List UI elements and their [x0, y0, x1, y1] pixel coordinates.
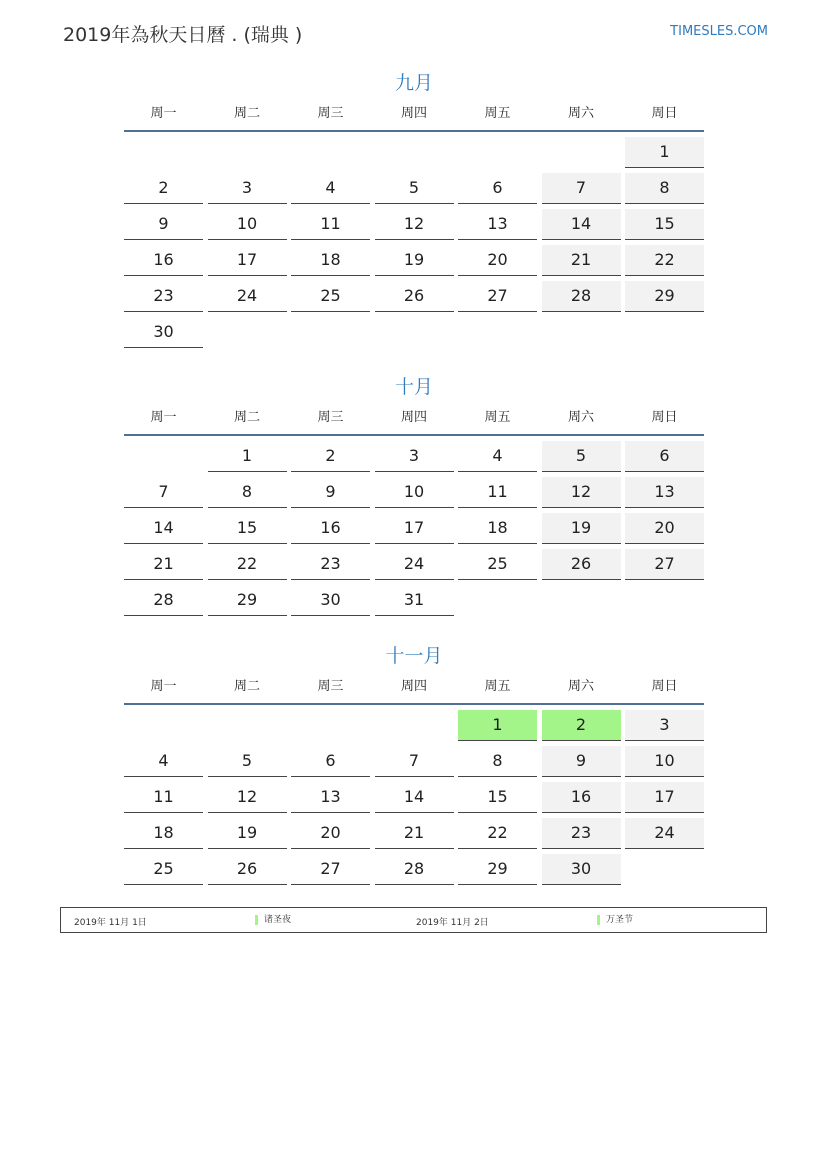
- day-cell: 5: [375, 173, 454, 204]
- empty-cell: [542, 137, 621, 167]
- day-cell: 4: [124, 746, 203, 777]
- day-cell: 18: [124, 818, 203, 849]
- day-cell: 26: [375, 281, 454, 312]
- empty-cell: [124, 137, 203, 167]
- day-cell: 15: [208, 513, 287, 544]
- day-cell: 26: [542, 549, 621, 580]
- day-cell: 20: [625, 513, 704, 544]
- day-cell: 23: [542, 818, 621, 849]
- month-title: 十月: [394, 376, 433, 398]
- month-title: 十一月: [385, 645, 443, 667]
- day-cell: 25: [124, 854, 203, 885]
- day-cell: 31: [375, 585, 454, 616]
- day-cell: 5: [542, 441, 621, 472]
- day-cell: 17: [625, 782, 704, 813]
- weekday-label: 周五: [484, 679, 511, 694]
- day-cell: 21: [542, 245, 621, 276]
- day-cell: 16: [542, 782, 621, 813]
- day-cell: 22: [625, 245, 704, 276]
- page-title: 2019年為秋天日曆 . (瑞典 ): [63, 24, 303, 46]
- day-cell: 3: [375, 441, 454, 472]
- day-cell: 11: [124, 782, 203, 813]
- day-cell: 8: [208, 477, 287, 508]
- weekday-label: 周四: [400, 106, 427, 121]
- weekday-label: 周六: [567, 106, 594, 121]
- day-cell: 10: [375, 477, 454, 508]
- day-cell: 21: [375, 818, 454, 849]
- day-cell: 13: [458, 209, 537, 240]
- day-cell: 4: [291, 173, 370, 204]
- day-cell: 20: [291, 818, 370, 849]
- day-cell: 26: [208, 854, 287, 885]
- day-cell: 25: [291, 281, 370, 312]
- weekday-label: 周三: [317, 679, 344, 694]
- weekday-label: 周日: [651, 410, 678, 425]
- day-cell: 16: [124, 245, 203, 276]
- day-cell: 9: [542, 746, 621, 777]
- weekday-label: 周日: [651, 106, 678, 121]
- day-cell: 15: [458, 782, 537, 813]
- day-cell: 12: [542, 477, 621, 508]
- day-cell: 23: [291, 549, 370, 580]
- day-cell: 6: [625, 441, 704, 472]
- day-cell: 7: [124, 477, 203, 508]
- day-cell: 30: [542, 854, 621, 885]
- day-cell: 18: [458, 513, 537, 544]
- day-cell: 2: [124, 173, 203, 204]
- month-november: [124, 641, 704, 885]
- weekday-label: 周六: [567, 679, 594, 694]
- day-cell: 17: [375, 513, 454, 544]
- day-cell: 28: [542, 281, 621, 312]
- day-cell: 14: [542, 209, 621, 240]
- day-cell: 13: [625, 477, 704, 508]
- day-cell: 16: [291, 513, 370, 544]
- day-cell: 29: [625, 281, 704, 312]
- weekday-label: 周六: [567, 410, 594, 425]
- day-cell: 10: [625, 746, 704, 777]
- day-cell: 15: [625, 209, 704, 240]
- day-cell: 6: [458, 173, 537, 204]
- site-link[interactable]: TIMESLES.COM: [670, 24, 768, 39]
- day-cell: 12: [208, 782, 287, 813]
- weekday-label: 周四: [400, 410, 427, 425]
- month-title: 九月: [394, 72, 433, 94]
- day-cell: 1: [625, 137, 704, 168]
- day-cell: 11: [458, 477, 537, 508]
- day-grid: [124, 441, 704, 616]
- empty-cell: [291, 137, 370, 167]
- day-cell: 21: [124, 549, 203, 580]
- day-cell: 18: [291, 245, 370, 276]
- empty-cell: [375, 710, 454, 740]
- day-cell: 30: [291, 585, 370, 616]
- day-cell: 20: [458, 245, 537, 276]
- day-cell: 8: [458, 746, 537, 777]
- weekday-label: 周一: [150, 679, 177, 694]
- empty-cell: [124, 441, 203, 471]
- day-cell: 1: [458, 710, 537, 741]
- day-cell: 10: [208, 209, 287, 240]
- day-cell: 2: [542, 710, 621, 741]
- day-cell: 30: [124, 317, 203, 348]
- weekday-label: 周三: [317, 410, 344, 425]
- holiday-legend: [60, 907, 767, 933]
- day-cell: 19: [542, 513, 621, 544]
- weekday-header: [124, 106, 704, 132]
- empty-cell: [208, 710, 287, 740]
- weekday-label: 周二: [233, 410, 260, 425]
- day-cell: 1: [208, 441, 287, 472]
- weekday-label: 周一: [150, 106, 177, 121]
- month-october: [124, 372, 704, 616]
- day-cell: 14: [375, 782, 454, 813]
- day-cell: 4: [458, 441, 537, 472]
- day-cell: 7: [375, 746, 454, 777]
- weekday-header: [124, 410, 704, 436]
- weekday-label: 周二: [233, 106, 260, 121]
- day-cell: 29: [458, 854, 537, 885]
- weekday-label: 周三: [317, 106, 344, 121]
- day-cell: 25: [458, 549, 537, 580]
- weekday-label: 周二: [233, 679, 260, 694]
- day-cell: 17: [208, 245, 287, 276]
- day-cell: 7: [542, 173, 621, 204]
- day-cell: 12: [375, 209, 454, 240]
- day-cell: 19: [375, 245, 454, 276]
- legend-holiday-name: 万圣节: [597, 915, 633, 925]
- day-cell: 27: [458, 281, 537, 312]
- weekday-header: [124, 679, 704, 705]
- legend-date: 2019年 11月 1日: [74, 918, 147, 928]
- day-cell: 27: [291, 854, 370, 885]
- empty-cell: [375, 137, 454, 167]
- day-cell: 3: [208, 173, 287, 204]
- day-cell: 14: [124, 513, 203, 544]
- day-cell: 11: [291, 209, 370, 240]
- day-cell: 19: [208, 818, 287, 849]
- day-cell: 8: [625, 173, 704, 204]
- weekday-label: 周一: [150, 410, 177, 425]
- day-cell: 29: [208, 585, 287, 616]
- month-september: [124, 68, 704, 348]
- weekday-label: 周五: [484, 106, 511, 121]
- weekday-label: 周日: [651, 679, 678, 694]
- empty-cell: [458, 137, 537, 167]
- weekday-label: 周四: [400, 679, 427, 694]
- day-grid: [124, 710, 704, 885]
- day-cell: 9: [291, 477, 370, 508]
- day-cell: 22: [208, 549, 287, 580]
- day-cell: 28: [375, 854, 454, 885]
- day-cell: 5: [208, 746, 287, 777]
- empty-cell: [208, 137, 287, 167]
- legend-date: 2019年 11月 2日: [416, 918, 489, 928]
- day-cell: 13: [291, 782, 370, 813]
- day-cell: 23: [124, 281, 203, 312]
- empty-cell: [124, 710, 203, 740]
- day-cell: 28: [124, 585, 203, 616]
- day-cell: 22: [458, 818, 537, 849]
- empty-cell: [291, 710, 370, 740]
- day-cell: 9: [124, 209, 203, 240]
- day-cell: 27: [625, 549, 704, 580]
- day-grid: [124, 137, 704, 348]
- day-cell: 24: [625, 818, 704, 849]
- day-cell: 6: [291, 746, 370, 777]
- legend-holiday-name: 诸圣夜: [255, 915, 291, 925]
- day-cell: 24: [375, 549, 454, 580]
- day-cell: 3: [625, 710, 704, 741]
- day-cell: 24: [208, 281, 287, 312]
- day-cell: 2: [291, 441, 370, 472]
- weekday-label: 周五: [484, 410, 511, 425]
